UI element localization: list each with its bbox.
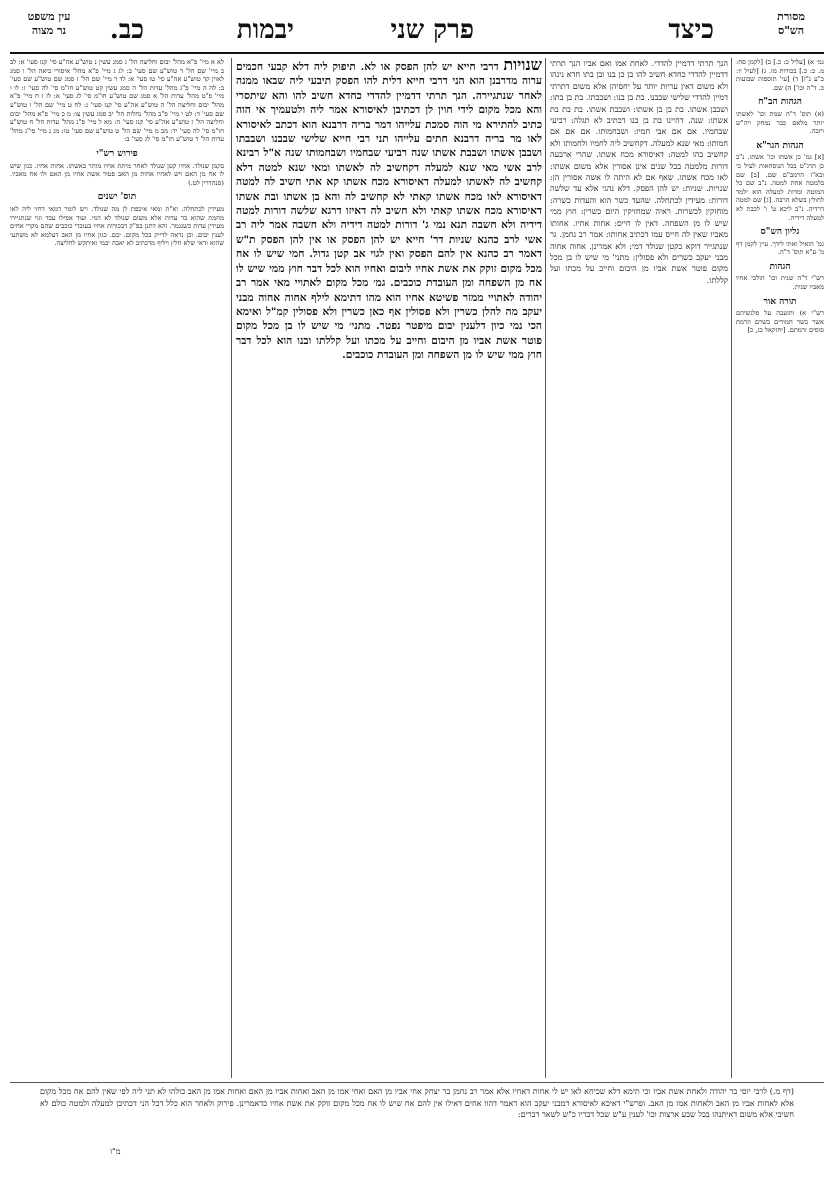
gilyon-text: גמ' הואיל ואתי לידך. עיין לקמן דף מ' ע"א תוס' ד"ה.: [736, 239, 824, 257]
hashas-label: הש"ס: [777, 24, 805, 37]
left-margin-label: [12, 10, 86, 50]
main-text-body: דרבי חייא יש להן הפסק או לא. תיפוק ליה דלא קבעי חכמים ערוה מדרבנן הוא הני דרבי חייא דלית להו הפסק תיבעי ליה שבאו ממנה לאחר שנתגיירה. הנך תרתי דדמיין להדדי כחדא חשיב להו והא שיתסרי והא מכל מקום לידי חוין לן דכתיבן לאיסורא אמר ליה ולטעמיך אי הוה כתיב להתירא מי הוה סמכת עלייהו דמר בריה דרבנא הוא דכתב לאיסורא לאו מר בריה דרבנא חתים עלייהו תני רבי חייא שלישי שבבנו ושבבתו ושבבן אשתו ושבבת אשתו שנה רביעי שבחמיו ושבחמותו שנה א"ל רבינא לרב אשי מאי שנא למעלה דקחשיב לה לאשתו ומאי שנא למטה דלא קחשיב לה לאשתו למעלה דאיסורא מכח אשתו קא אתי חשיב לה למטה דאיסורא לאו מכח אשתו קאתי לא קחשיב לה והא בן אשתו ובת אשתו דאיסורא מכח אשתו קאתי ולא חשיב לה דאיזו דרגא שלשה דורות למטה דידיה ולא חשבה תנא נמי ג' דורות למטה דידיה ולא חשבה אמר ליה רב אשי לרב כהנא שניות דר' חייא יש להן הפסק או אין להן הפסק ת"ש דאמר רב כהנא אין להם הפסק ואין לגוי אב קטן גדול. חמי שיש לו אח מכל מקום זוקק את אשת אחיו ליבום ואחיו הוא לכל דבר חוץ ממי שיש לו אח מן השפחה ומן העובדת כוכבים. גמ׳ מכל מקום לאתויי מאי אמר רב יהודה לאתויי ממזר פשיטא אחיו הוא מהו דתימא לילף אחוה אחוה מבני יעקב מה להלן כשרין ולא פסולין אף כאן כשרין ולא פסולין קמ"ל ואימא הכי נמי כיון דלענין יבום מיפטר נפטר. מתני׳ מי שיש לו בן מכל מקום פוטר אשת אביו מן היבום וחייב על מכתו ועל קללתו ובנו הוא לכל דבר חוץ ממי שיש לו מן השפחה ומן העובדת כוכבים.: [236, 61, 542, 362]
rashi-divider: [545, 58, 546, 1078]
hagahot-text: רש"י ד"ה שנית וכו' הולכי אחיו מאביו שנית.: [736, 274, 824, 292]
left-margin-column: [10, 58, 224, 1078]
tractate-title: יבמות: [236, 15, 294, 45]
bottom-rule: [10, 1082, 824, 1083]
main-divider: [231, 58, 232, 1078]
chapter-title: כיצד: [668, 15, 714, 45]
right-margin-divider: [731, 58, 732, 1078]
right-margin-label: [760, 10, 822, 50]
ner-mitzva-label: נר מצוה: [31, 24, 67, 37]
torah-or-text: רש"י א) ותועבה על פלגשיהם אשר בשר חמורים בשרם וזרמת סוסים זרמתם. [יחזקאל כג, כ]: [736, 309, 824, 335]
hagahot-bach-title: הגהות הב"ח: [758, 97, 802, 108]
ein-mishpat-label: עין משפט: [27, 10, 71, 23]
hagahot-title: הגהות: [769, 261, 791, 272]
torah-or-title: תורה אור: [763, 296, 797, 307]
lead-word: שנויות: [503, 58, 542, 74]
masoret-label: מסורת: [777, 10, 805, 23]
rashi-column: [550, 58, 728, 1078]
hagahot-bach-text: (א) תוס' ד"ה שמת וכו' לאשתו יותר מלאם כבר נמחק ויה"ש ויזכה.: [736, 109, 824, 136]
perek-title: פרק שני: [390, 15, 474, 45]
main-text-column: [236, 58, 542, 1078]
rashi-commentary-text: בקמן שנולד. אחיו קטן שנולד לאחר מיתת אחיו מותר באשתו. אחות אחיו. כגון שיש לו אח מן האם ויש לאחיו אחות מן האב פטור אשת אחיו מן האם ולו אח מאביו. (סנהדרין לט.): [10, 161, 224, 187]
hagahot-gra-text: [א] גמ' כן אשתו וכו' אשתו. נ"ב כן הדג"ט בכל הנוסחאות לעיל כי ובא"ז הרמב"ם שם. [ב] שם בלמטה אחת למטה. נ"ב שם כל המוטה ומדות למעלה הוא ילמד לחולץ בשלא הרבה. [ג] שם למטה דרדיה. נ"ב ליכא ט' ו' לכבת לא למעלה דידיה.: [736, 153, 824, 222]
masoret-text: גמ׳ א) [עליל כ: כ.] ב) [לקמן סח: מ. כ: כ.] בכורות מז. ג) [לעיל יז: כ"ע נ"ז] ד) [עי' תוספות שבועות כ. ד"ה וכו'] ה) שם.: [736, 58, 824, 92]
gilyon-title: גליון הש"ס: [760, 227, 800, 238]
bottom-note: (דף מ.) לרבי יוסי בר יהודה ולאחת אשת אביו וכי תימא דלא שכיחא לאו יש לי אחות דאחיו אלא אמר רב נחמן בר יצחק אחי אביו מן האם ואחי אמו מן האב ואחות אביו מן האם ואחות אמו מן האב כולהו לא תני ליה לפי שאין להם אח מכל מקום אלא לאחות אביו מן האב ולאחות אמו מן האב. ופרש"י דאיכא לאיסורא דמבני יעקב הוא דאמר דהוו אחים דאילו אין להם אח שיש לו אח מכל מקום זוקק את אשת אחיו כדאמרינן. פירוק ולאחר הוא כלל דכל הני דכתיבן למעלה ולמטה כולם לא חשיבי אלא משום דאיתנהו בכל שבע ארצות וכו' לענין ע"ש שכל דבריו כ"ש לשאר דברים:: [40, 1087, 794, 1120]
rashi-text: הנך תרתי דדמיין להדדי. לאחת אמו ואם אביו הנך תרתי דדמיין להדדי כחדא חשיב להו בן כן בנו ובן בתו חדא נינהו ולא משום דאין עריות יותר על יחסיהן אלא משום דתרתי דמיין להדדי שלישי שבבנו. בת בן בנו: ושבבתו. בת בן בתו: ושבבן אשתו. בת בן בן אשתו: ושבבת אשתו. בת בת בת אשתו: שנה. דהיינו בת בן בנו דכתיב לא תגלה: רביעי שבחמיו. אם אם אבי חמיו: ושבחמותו. אם אם אם חמותו: מאי שנא למעלה. דקחשיב ליה לחמיו ולחמותו ולא קחשיב בהו למטה: דאיסורא מכח אשתו. שהרי ארבעה דורות מלמטה בכל שנים אינן אסורין אלא משום אשתו: לאו מכח אשתו. שאף אם לא היתה לו אשה אסורין הן: שנויות. שניות: יש להן הפסק. דלא נהגי אלא עד שלשה דורות: מעידין לכתחלה. שהעד כשר הוא והעדות כשרה: מוחזקין לכשרות. ראיה שמחזיקין היום כשרין: חוץ ממי שיש לו מן השפחה. דאין לו חייס: אחות אחיו. אחותו מאביו שאין לה חייס עמו דכתיב אחותו: אמר רב נחמן. גר שנתגייר דוקא כקטן שנולד דמי: ולא אמרינן. אחוה אחוה מבני יעקב כשרים ולא פסולין: מתני' מי שיש לו בן מכל מקום פוטר אשת אביו מן היבום וחייב על מכתו ועל קללתו.: [550, 59, 728, 285]
tosafot-title: תוס' ישנים: [97, 192, 137, 203]
right-margin-column: [736, 58, 824, 1078]
ein-mishpat-text: לא א מיי' פ"א מהל' יבום וחליצה הל' ג סמג עשין נ טוש"ע אה"ע סי' קנז סעי' א: לב ב מיי' שם הל' ד טוש"ע שם סעי' ב: לג ג מיי' פ"א מהל' איסורי ביאה הל' ו סמג לאוין קד טוש"ע אה"ע סי' טו סעי' א: לד ד מיי' שם הל' ז סמג שם טוש"ע שם סעי' ב: לה ה מיי' פ"ג מהל' עדות הל' ה סמג עשין קט טוש"ע חו"מ סי' לה סעי' ז: לו ו מיי' פ"ט מהל' עדות הל' א סמג שם טוש"ע חו"מ סי' לג סעי' א: לז ז ח מיי' פ"א מהל' יבום וחליצה הל' ה טוש"ע אה"ע סי' קנז סעי' ג: לח ט מיי' שם הל' ו טוש"ע שם סעי' ד: לט י מיי' פ"ב מהל' נחלות הל' יב סמג עשין צו: מ כ מיי' פ"א מהל' יבום וחליצה הל' ז טוש"ע אה"ע סי' קנז סעי' ה: מא ל מיי' פ"ג מהל' עדות הל' ח טוש"ע חו"מ סי' לה סעי' יד: מב מ מיי' שם הל' ט טוש"ע שם סעי' טו: מג נ מיי' פי"ג מהל' עדות הל' ד טוש"ע חו"מ סי' לג סעי' ב:: [10, 58, 224, 144]
rashi-commentary-title: פירוש רש"י: [96, 148, 138, 159]
tosafot-text: מעידין לכתחלה. וא"ת ומאי איכפת לן מה שנולד. ויש לומר דמאי דחזי ליה לאו מחמת שהוא בר עדות אלא משום שנולד לא דמי. ועוד אפילו עבד וגוי שנתגיירו מעידין עדות כשנגמר. והא דתנן בפ"ק דבכורות אחיו בעובדי כוכבים שהם מקרי אחים לענין יבום. וכן נראה לדייק בכל מקום. יבם. כגון אחיו מן האב דעלמא לא משתעי שהוא ודאי שלא חלץ ויליף מדכתיב לא יאבה יבמי ואיתקש לחליצה.: [10, 204, 224, 248]
hagahot-gra-title: הגהות הגר"א: [756, 140, 804, 151]
bottom-marker: מ"ו: [110, 1147, 121, 1156]
header-rule: [10, 52, 824, 54]
folio-number: כב.: [109, 15, 144, 45]
